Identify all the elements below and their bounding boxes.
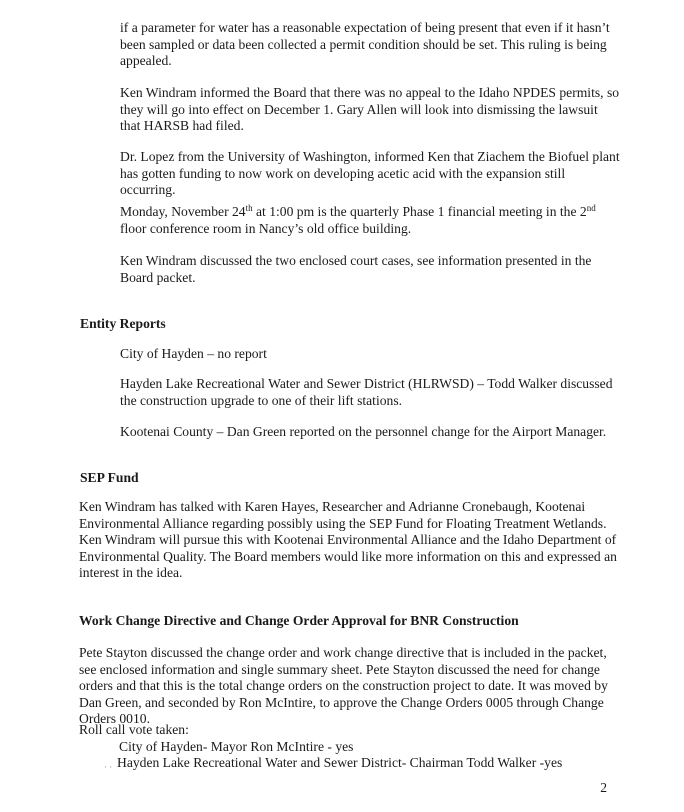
paragraph-change-orders: Pete Stayton discussed the change order and work change directive that is included in the packet, see enclosed information and single summary sheet. Pete Stayton discussed the need for change orders and that this is the total change orders on the construction project to date. It was moved by Dan Green, and seconded by Ron McIntire, to approve the Change Orders 0005 through Change Orders 0010.	[79, 645, 608, 727]
paragraph-financial-meeting	[120, 204, 620, 237]
meeting-time-text: at 1:00 pm is the quarterly Phase 1 financial meeting in the 2	[252, 204, 587, 219]
meeting-date-text: Monday, November 24	[120, 204, 246, 219]
page-number: 2	[600, 780, 607, 795]
section-heading-work-change-directive: Work Change Directive and Change Order Approval for BNR Construction	[79, 613, 519, 628]
paragraph-permit-ruling: if a parameter for water has a reasonable expectation of being present that even if it hasn’t been sampled or data been collected a permit condition should be set. This ruling is being appealed.	[120, 20, 610, 69]
entity-report-hlrwsd: Hayden Lake Recreational Water and Sewer District (HLRWSD) – Todd Walker discussed the construction upgrade to one of their lift stations.	[120, 376, 613, 408]
section-heading-sep-fund: SEP Fund	[80, 470, 139, 485]
scan-mark: · ·	[104, 762, 113, 772]
meeting-location-text: floor conference room in Nancy’s old office building.	[120, 220, 412, 236]
roll-call-vote-hayden: City of Hayden- Mayor Ron McIntire - yes	[119, 739, 354, 754]
roll-call-label: Roll call vote taken:	[79, 722, 189, 737]
paragraph-court-cases: Ken Windram discussed the two enclosed court cases, see information presented in the Board packet.	[120, 253, 592, 285]
ordinal-suffix: th	[245, 203, 253, 213]
roll-call-vote-hlrwsd: Hayden Lake Recreational Water and Sewer District- Chairman Todd Walker -yes	[117, 755, 563, 770]
ordinal-suffix: nd	[586, 203, 596, 213]
paragraph-npdes-permits: Ken Windram informed the Board that there was no appeal to the Idaho NPDES permits, so they will go into effect on December 1. Gary Allen will look into dismissing the lawsuit that HARSB had filed.	[120, 85, 620, 134]
entity-report-kootenai-county: Kootenai County – Dan Green reported on the personnel change for the Airport Manager.	[120, 424, 607, 439]
paragraph-ziachem-biofuel: Dr. Lopez from the University of Washington, informed Ken that Ziachem the Biofuel plant has gotten funding to now work on developing acetic acid with the expansion still occurring.	[120, 149, 620, 198]
section-heading-entity-reports: Entity Reports	[80, 316, 166, 331]
paragraph-sep-fund: Ken Windram has talked with Karen Hayes, Researcher and Adrianne Cronebaugh, Kootenai Environmental Alliance regarding possibly using the SEP Fund for Floating Treatment Wetlands. Ken Windram will pursue this with Kootenai Environmental Alliance and the Idaho Department of Environmental Quality. The Board members would like more information on this and expressed an interest in the idea.	[79, 499, 617, 581]
entity-report-hayden: City of Hayden – no report	[120, 346, 267, 361]
